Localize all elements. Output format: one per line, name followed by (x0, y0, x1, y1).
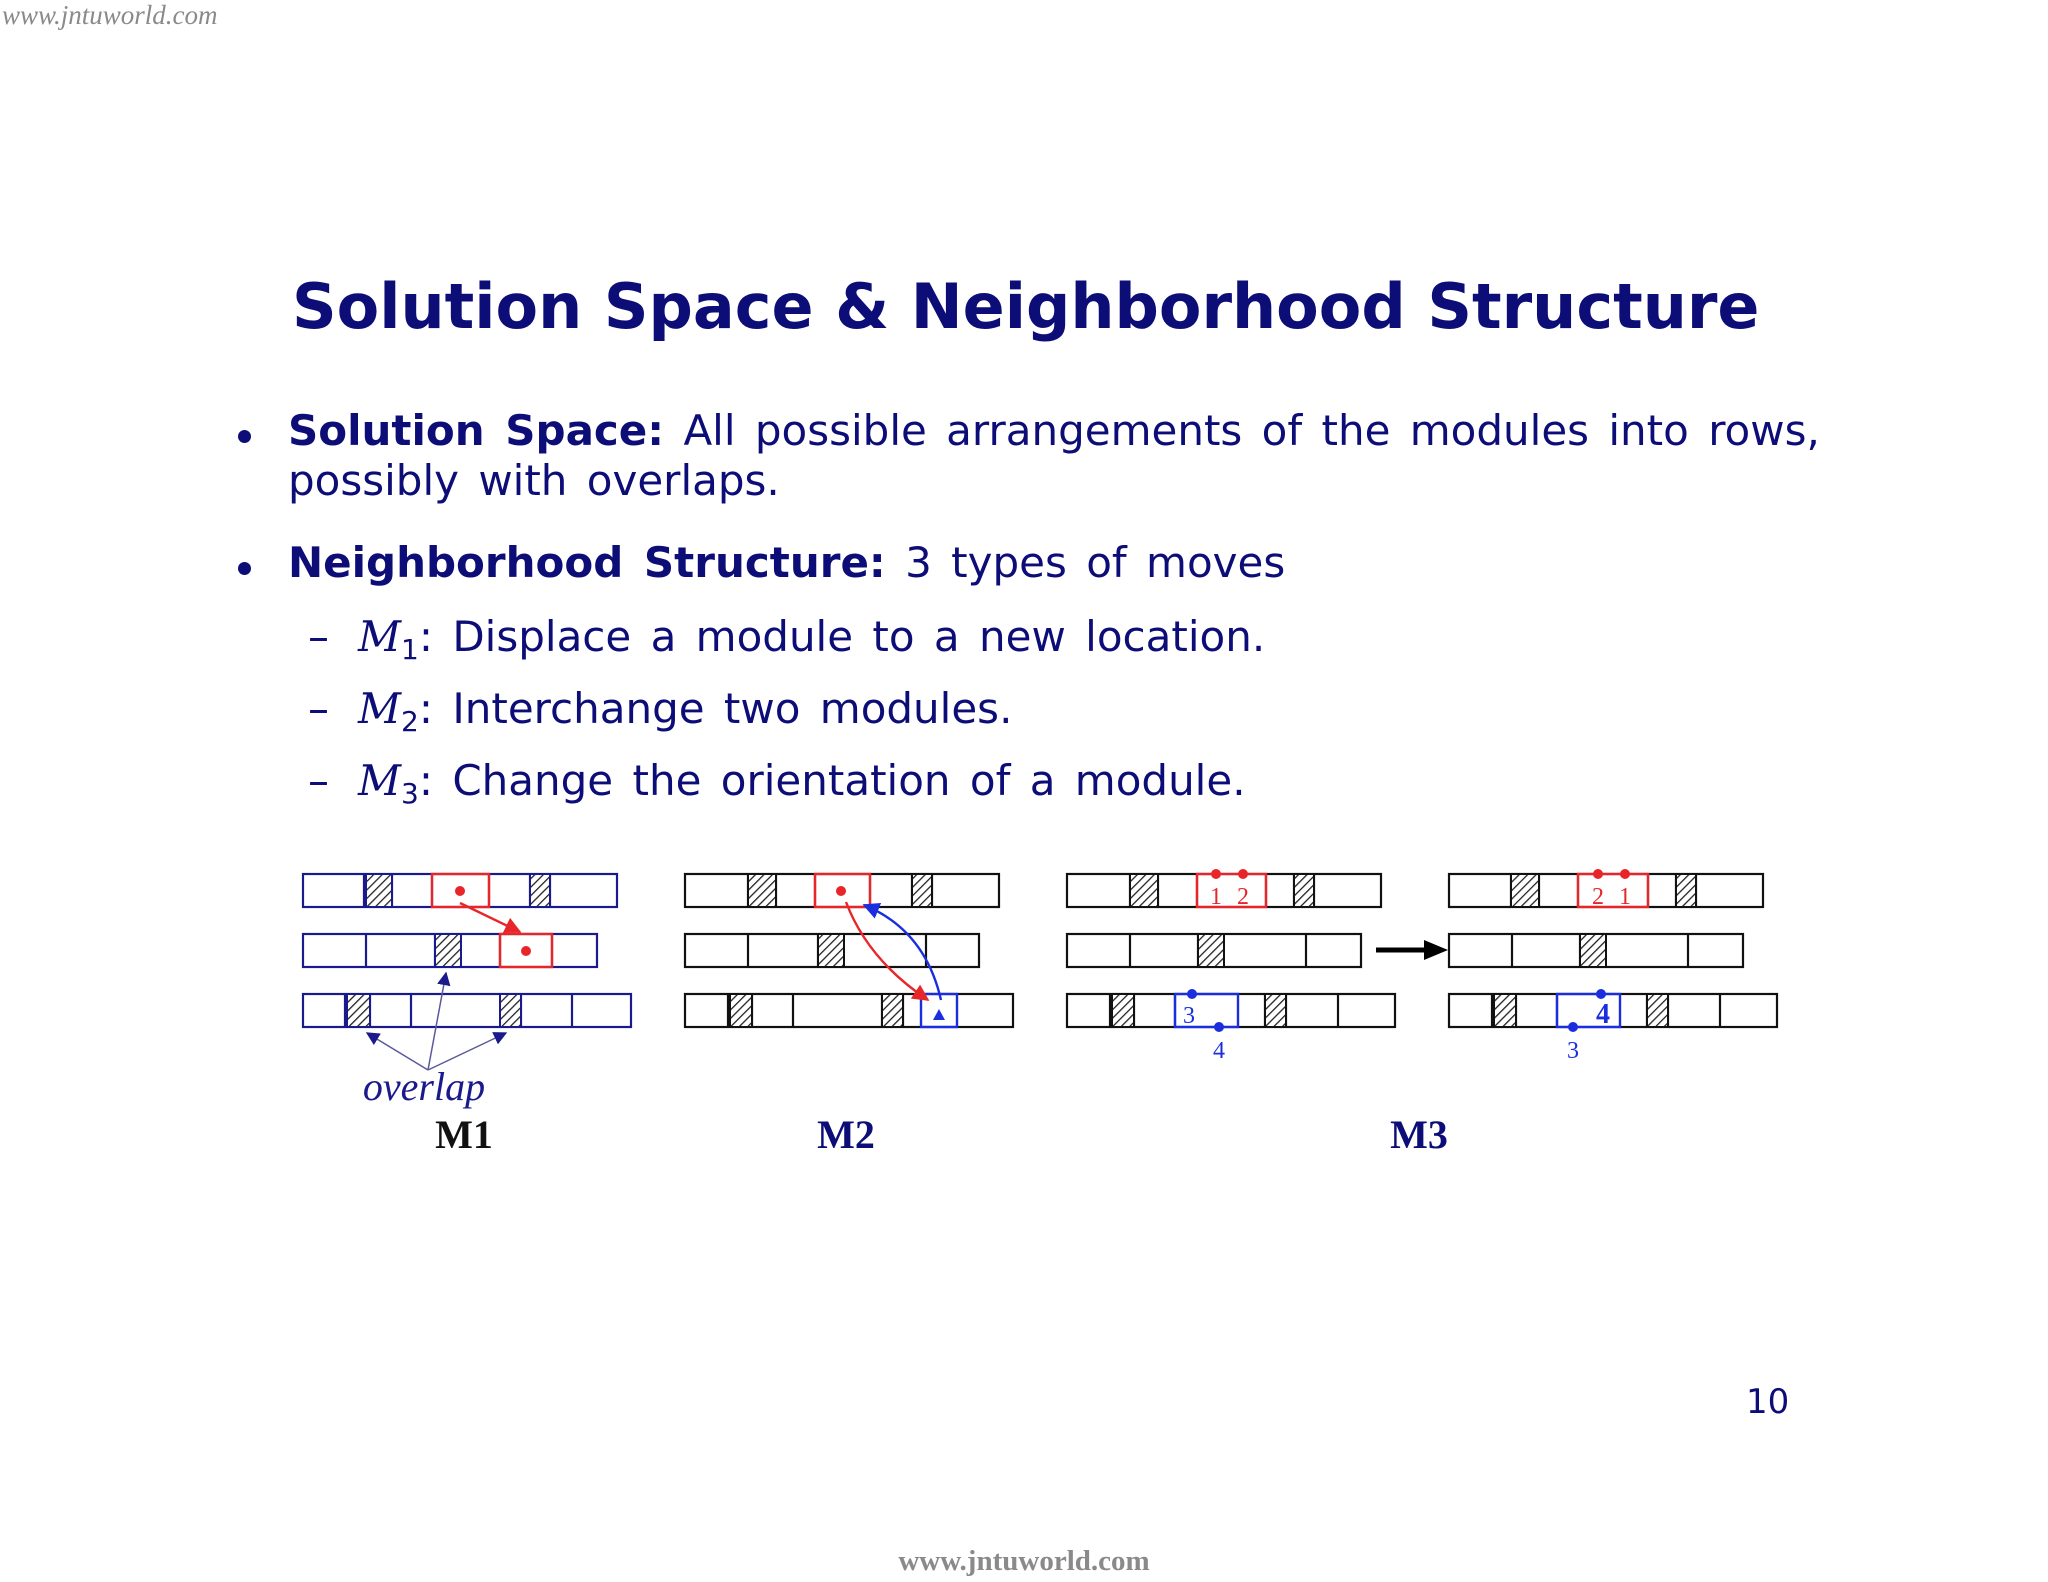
bullet-text: All possible arrangements of the modules into rows, possibly with overlaps. (288, 406, 1820, 505)
hatched-module (1112, 994, 1134, 1027)
m3-before-diagram (1067, 869, 1395, 1064)
hatched-module (1676, 874, 1696, 907)
m3-module-pin (1214, 1022, 1224, 1032)
m1-module-pin (455, 886, 465, 896)
m3-after-pin-label: 3 (1567, 1038, 1579, 1064)
m3-before-pin-label: 2 (1237, 884, 1249, 910)
m3-after-module-top (1578, 874, 1648, 907)
hatched-module (818, 934, 844, 967)
m1-module-pin (521, 946, 531, 956)
hatched-module (435, 934, 461, 967)
m3-before-module-top (1197, 874, 1266, 907)
hatched-module (347, 994, 370, 1027)
page-number: 10 (1746, 1382, 1790, 1422)
m2-diagram (685, 874, 1013, 1157)
m3-module-pin (1238, 869, 1248, 879)
move-dash: – (308, 612, 329, 661)
hatched-module (1647, 994, 1668, 1027)
m3-module-pin (1568, 1022, 1578, 1032)
move-symbol: M (358, 612, 402, 661)
hatched-module (530, 874, 550, 907)
m3-after-pin-label: 1 (1619, 884, 1631, 910)
m3-before-row-1 (1067, 874, 1381, 907)
hatched-module (1130, 874, 1158, 907)
bullet-label: Neighborhood Structure: (288, 538, 886, 587)
m3-after-pin-label: 2 (1592, 884, 1604, 910)
m1-label: M1 (435, 1112, 493, 1157)
overlap-label: overlap (362, 1064, 486, 1109)
watermark-top: www.jntuworld.com (2, 0, 218, 30)
hatched-module (882, 994, 903, 1027)
move-index: 1 (401, 633, 419, 666)
m3-label: M3 (1390, 1112, 1448, 1157)
hatched-module (500, 994, 521, 1027)
move-dash: – (308, 684, 329, 733)
m3-module-pin (1620, 869, 1630, 879)
m3-module-pin (1187, 989, 1197, 999)
slide-title: Solution Space & Neighborhood Structure (292, 270, 1760, 343)
m3-after-row-1 (1449, 874, 1763, 907)
m3-after-pin-label: 4 (1596, 999, 1610, 1030)
m3-after-diagram (1449, 869, 1777, 1064)
watermark-bottom: www.jntuworld.com (898, 1545, 1150, 1577)
m3-module-pin (1593, 869, 1603, 879)
m2-module-pin-triangle (933, 1009, 945, 1020)
m2-module-pin (836, 886, 846, 896)
move-symbol: M (358, 756, 402, 805)
m1-diagram (303, 874, 631, 1157)
move-text: : Change the orientation of a module. (418, 756, 1246, 805)
hatched-module (366, 874, 392, 907)
move-text: : Displace a module to a new location. (418, 612, 1266, 661)
move-index: 3 (401, 777, 419, 810)
m3-module-pin (1211, 869, 1221, 879)
m3-after-module-bottom (1557, 994, 1620, 1027)
m3-before-pin-label: 4 (1213, 1038, 1225, 1064)
hatched-module (1580, 934, 1606, 967)
move-text: : Interchange two modules. (418, 684, 1013, 733)
m3-module-pin (1596, 989, 1606, 999)
move-index: 2 (401, 705, 419, 738)
move-dash: – (308, 756, 329, 805)
bullet-label: Solution Space: (288, 406, 665, 455)
overlap-pointer (428, 973, 446, 1070)
hatched-module (1511, 874, 1539, 907)
hatched-module (912, 874, 932, 907)
m3-transition-arrow (1376, 940, 1448, 960)
hatched-module (748, 874, 776, 907)
hatched-module (1198, 934, 1224, 967)
hatched-module (730, 994, 752, 1027)
hatched-module (1294, 874, 1314, 907)
hatched-module (1265, 994, 1286, 1027)
m3-before-pin-label: 3 (1183, 1003, 1195, 1029)
m3-before-pin-label: 1 (1210, 884, 1222, 910)
hatched-module (1494, 994, 1516, 1027)
m2-label: M2 (817, 1112, 875, 1157)
move-symbol: M (358, 684, 402, 733)
bullet-text: 3 types of moves (905, 538, 1286, 587)
